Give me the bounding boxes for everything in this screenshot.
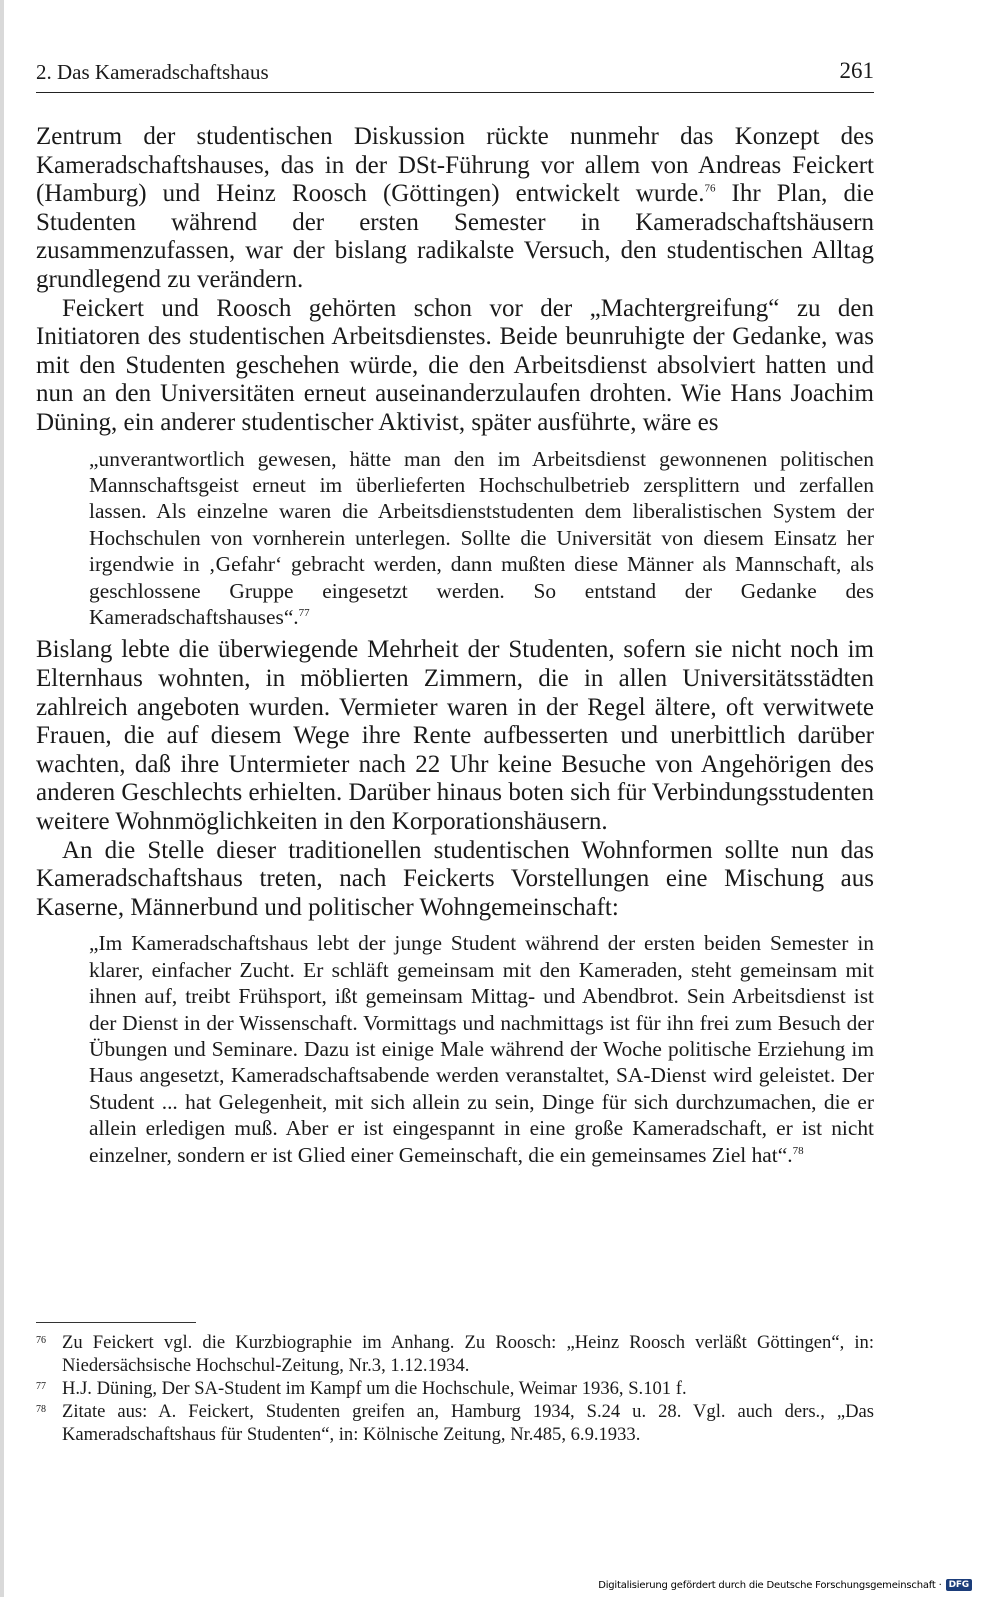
- paragraph-1-text: Zentrum der studentischen Diskussion rückte nunmehr das Konzept des Kameradschaftshauses, das in der DSt-Führung vor allem von Andreas Feickert (Hamburg) und Heinz Roosch (Göttingen) entwickelt wurde.: [36, 123, 874, 208]
- footnote-text: H.J. Düning, Der SA-Student im Kampf um die Hochschule, Weimar 1936, S.101 f.: [62, 1378, 687, 1399]
- paragraph-2: Feickert und Roosch gehörten schon vor der „Machtergreifung“ zu den Initiatoren des studentischen Arbeitsdienstes. Beide beunruhigte der Gedanke, was mit den Studenten geschehen würde, die den Arbeitsdienst absolviert hatten und nun an den Universitäten erneut auseinanderzulaufen drohten. Wie Hans Joachim Düning, ein anderer studentischer Aktivist, später ausführte, wäre es: [36, 294, 874, 436]
- page-header: [36, 58, 874, 93]
- footnote-item: [36, 1377, 874, 1400]
- block-quote-2: [89, 930, 874, 1168]
- footnote-ref-78: 78: [792, 1144, 804, 1157]
- footnote-number: 77: [36, 1381, 46, 1392]
- block-quote-1-text: „unverantwortlich gewesen, hätte man den im Arbeitsdienst gewonnenen politischen Mannschaftsgeist erneut im überlieferten Hochschulbetrieb zersplittern und zerfallen lassen. Als einzelne waren die Arbeitsdienststudenten dem liberalistischen System der Hochschulen von vornherein unterlegen. Sollte die Universität von diesem Einsatz her irgendwie in ‚Gefahr‘ gebracht werden, dann mußten diese Männer als Mannschaft, als geschlossene Gruppe eingesetzt werden. So entstand der Gedanke des Kameradschaftshauses“.: [89, 446, 874, 629]
- dfg-logo-icon: DFG: [946, 1579, 972, 1591]
- footnote-number: 78: [36, 1404, 46, 1415]
- main-text: [36, 123, 874, 1174]
- running-head: 2. Das Kameradschaftshaus: [36, 60, 269, 84]
- paragraph-1: [36, 123, 874, 295]
- footnote-item: [36, 1400, 874, 1446]
- page-number: 261: [839, 58, 874, 83]
- footnote-text: Zitate aus: A. Feickert, Studenten greifen an, Hamburg 1934, S.24 u. 28. Vgl. auch ders., „Das Kameradschaftshaus für Studenten“, in: Kölnische Zeitung, Nr.485, 6.9.1933.: [62, 1401, 874, 1445]
- footnote-ref-77: 77: [298, 606, 310, 619]
- digitization-text: Digitalisierung gefördert durch die Deutsche Forschungsgemeinschaft ·: [598, 1579, 942, 1591]
- footnote-separator: [36, 1322, 196, 1323]
- footnote-ref-76: 76: [704, 182, 716, 195]
- footnotes: [36, 1331, 874, 1446]
- footnote-text: Zu Feickert vgl. die Kurzbiographie im Anhang. Zu Roosch: „Heinz Roosch verläßt Göttingen“, in: Niedersächsische Hochschul-Zeitung, Nr.3, 1.12.1934.: [62, 1332, 874, 1376]
- paragraph-1-tail: Ihr Plan, die Studenten während der ersten Semester in Kameradschaftshäusern zusammenzufassen, war der bislang radikalste Versuch, den studentischen Alltag grundlegend zu verändern.: [36, 180, 875, 293]
- block-quote-2-text: „Im Kameradschaftshaus lebt der junge Student während der ersten beiden Semester in klarer, einfacher Zucht. Er schläft gemeinsam mit den Kameraden, steht gemeinsam mit ihnen auf, treibt Frühsport, ißt gemeinsam Mittag- und Abendbrot. Sein Arbeitsdienst ist der Dienst in der Wissenschaft. Vormittags und nachmittags ist für ihn frei zum Besuch der Übungen und Seminare. Dazu ist einige Male während der Woche politische Erziehung im Haus angesetzt, Kameradschaftsabende werden veranstaltet, SA-Dienst wird geleistet. Der Student ... hat Gelegenheit, mit sich allein zu sein, Dinge für sich durchzumachen, die er allein erledigen muß. Aber er ist eingespannt in eine große Kameradschaft, er ist nicht einzelner, sondern er ist Glied einer Gemeinschaft, die ein gemeinsames Ziel hat“.: [89, 931, 874, 1167]
- footnote-number: 76: [36, 1335, 46, 1346]
- block-quote-1: [89, 446, 874, 631]
- paragraph-4: An die Stelle dieser traditionellen studentischen Wohnformen sollte nun das Kameradschaftshaus treten, nach Feickerts Vorstellungen eine Mischung aus Kaserne, Männerbund und politischer Wohngemeinschaft:: [36, 836, 874, 921]
- page-edge: [0, 0, 4, 1597]
- digitization-notice: [598, 1577, 972, 1593]
- footnote-item: [36, 1331, 874, 1377]
- paragraph-3: Bislang lebte die überwiegende Mehrheit der Studenten, sofern sie nicht noch im Elternhaus wohnten, in möblierten Zimmern, die in allen Universitätsstädten zahlreich angeboten wurden. Vermieter waren in der Regel ältere, oft verwitwete Frauen, die auf diesem Wege ihre Rente aufbesserten und unerbittlich darüber wachten, daß ihre Untermieter nach 22 Uhr keine Besuche von Angehörigen des anderen Geschlechts erhielten. Darüber hinaus boten sich für Verbindungsstudenten weitere Wohnmöglichkeiten in den Korporationshäusern.: [36, 636, 874, 835]
